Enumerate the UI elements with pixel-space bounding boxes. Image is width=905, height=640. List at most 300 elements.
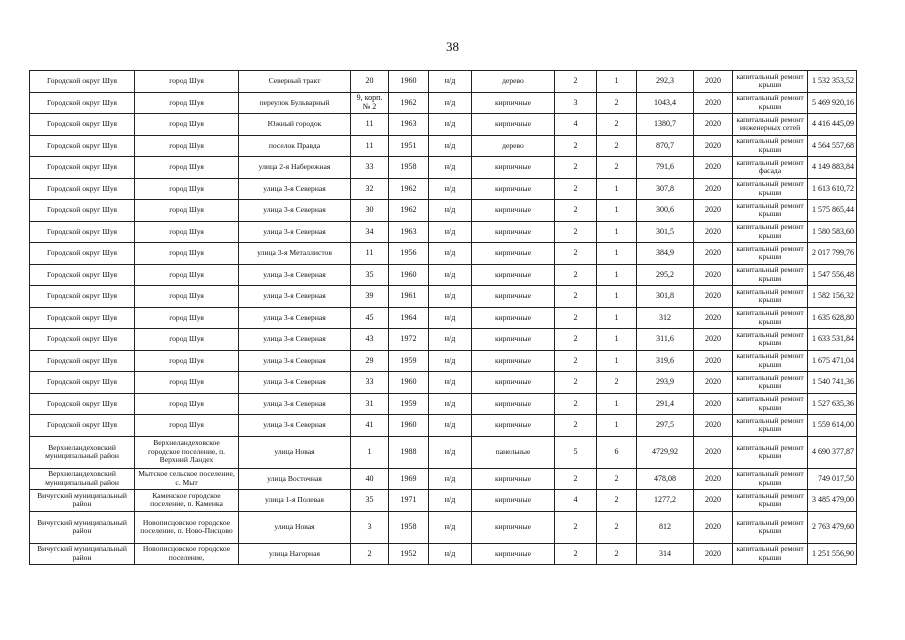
material-cell: кирпичные [472,243,555,265]
work-type-cell: капитальный ремонт крыши [733,264,808,286]
cost-cell: 1 527 635,36 [808,393,857,415]
plan-year-cell: 2020 [694,329,733,351]
material-cell: кирпичные [472,264,555,286]
district-cell: Городской округ Шуя [30,243,135,265]
floors-cell: 2 [555,178,597,200]
house-cell: 11 [351,114,389,136]
material-cell: кирпичные [472,329,555,351]
cost-cell: 1 613 610,72 [808,178,857,200]
house-cell: 29 [351,350,389,372]
floors-cell: 2 [555,415,597,437]
plan-year-cell: 2020 [694,178,733,200]
material-cell: дерево [472,71,555,93]
district-cell: Вичугский муниципальный район [30,490,135,512]
house-cell: 11 [351,135,389,157]
area-cell: 870,7 [637,135,694,157]
area-cell: 292,3 [637,71,694,93]
entrances-cell: 2 [597,157,637,179]
work-type-cell: капитальный ремонт фасада [733,157,808,179]
work-type-cell: капитальный ремонт крыши [733,200,808,222]
street-cell: улица 3-я Северная [239,264,351,286]
year-cell: 1952 [389,543,429,565]
table-row [30,468,857,490]
floors-cell: 2 [555,372,597,394]
district-cell: Городской округ Шуя [30,135,135,157]
year-cell: 1960 [389,415,429,437]
work-type-cell: капитальный ремонт крыши [733,543,808,565]
work-type-cell: капитальный ремонт крыши [733,71,808,93]
material-cell: панельные [472,436,555,468]
note-cell: н/д [429,490,472,512]
house-cell: 30 [351,200,389,222]
house-cell: 45 [351,307,389,329]
note-cell: н/д [429,157,472,179]
material-cell: кирпичные [472,286,555,308]
table-row [30,264,857,286]
floors-cell: 2 [555,135,597,157]
house-cell: 33 [351,157,389,179]
material-cell: кирпичные [472,307,555,329]
entrances-cell: 2 [597,135,637,157]
plan-year-cell: 2020 [694,157,733,179]
year-cell: 1972 [389,329,429,351]
plan-year-cell: 2020 [694,393,733,415]
cost-cell: 3 485 479,00 [808,490,857,512]
year-cell: 1958 [389,157,429,179]
street-cell: улица Восточная [239,468,351,490]
area-cell: 291,4 [637,393,694,415]
entrances-cell: 2 [597,92,637,114]
plan-year-cell: 2020 [694,511,733,543]
district-cell: Городской округ Шуя [30,393,135,415]
entrances-cell: 1 [597,178,637,200]
settlement-cell: город Шуя [135,157,239,179]
district-cell: Городской округ Шуя [30,178,135,200]
year-cell: 1959 [389,393,429,415]
material-cell: дерево [472,135,555,157]
year-cell: 1958 [389,511,429,543]
note-cell: н/д [429,436,472,468]
street-cell: улица 3-я Северная [239,307,351,329]
table-row [30,286,857,308]
house-cell: 35 [351,490,389,512]
material-cell: кирпичные [472,221,555,243]
street-cell: улица 1-я Полевая [239,490,351,512]
cost-cell: 1 580 583,60 [808,221,857,243]
work-type-cell: капитальный ремонт крыши [733,415,808,437]
cost-cell: 5 469 920,16 [808,92,857,114]
plan-year-cell: 2020 [694,92,733,114]
floors-cell: 2 [555,200,597,222]
settlement-cell: город Шуя [135,350,239,372]
house-cell: 39 [351,286,389,308]
entrances-cell: 2 [597,468,637,490]
work-type-cell: капитальный ремонт крыши [733,243,808,265]
street-cell: улица 3-я Северная [239,178,351,200]
year-cell: 1988 [389,436,429,468]
settlement-cell: Каменское городское поселение, п. Каменка [135,490,239,512]
area-cell: 314 [637,543,694,565]
house-cell: 3 [351,511,389,543]
year-cell: 1960 [389,264,429,286]
area-cell: 312 [637,307,694,329]
house-cell: 40 [351,468,389,490]
floors-cell: 5 [555,436,597,468]
table-row [30,393,857,415]
table-row [30,372,857,394]
cost-cell: 4 416 445,09 [808,114,857,136]
material-cell: кирпичные [472,543,555,565]
cost-cell: 1 633 531,84 [808,329,857,351]
entrances-cell: 1 [597,221,637,243]
street-cell: поселок Правда [239,135,351,157]
cost-cell: 1 547 556,48 [808,264,857,286]
table-row [30,490,857,512]
settlement-cell: город Шуя [135,71,239,93]
floors-cell: 2 [555,468,597,490]
year-cell: 1956 [389,243,429,265]
year-cell: 1963 [389,221,429,243]
work-type-cell: капитальный ремонт крыши [733,286,808,308]
settlement-cell: город Шуя [135,135,239,157]
work-type-cell: капитальный ремонт крыши [733,221,808,243]
cost-cell: 1 251 556,90 [808,543,857,565]
settlement-cell: Новописцовское городское поселение, п. Ново-Писцово [135,511,239,543]
settlement-cell: город Шуя [135,92,239,114]
house-cell: 9, корп. № 2 [351,92,389,114]
district-cell: Городской округ Шуя [30,200,135,222]
material-cell: кирпичные [472,350,555,372]
table-row [30,329,857,351]
area-cell: 384,9 [637,243,694,265]
area-cell: 307,8 [637,178,694,200]
settlement-cell: город Шуя [135,264,239,286]
work-type-cell: капитальный ремонт крыши [733,307,808,329]
material-cell: кирпичные [472,157,555,179]
house-cell: 2 [351,543,389,565]
street-cell: улица Новая [239,511,351,543]
floors-cell: 2 [555,393,597,415]
entrances-cell: 1 [597,350,637,372]
year-cell: 1964 [389,307,429,329]
settlement-cell: город Шуя [135,372,239,394]
plan-year-cell: 2020 [694,543,733,565]
note-cell: н/д [429,372,472,394]
area-cell: 1277,2 [637,490,694,512]
material-cell: кирпичные [472,114,555,136]
cost-cell: 1 575 865,44 [808,200,857,222]
house-cell: 1 [351,436,389,468]
settlement-cell: город Шуя [135,415,239,437]
cost-cell: 2 763 479,60 [808,511,857,543]
floors-cell: 2 [555,307,597,329]
cost-cell: 1 540 741,36 [808,372,857,394]
year-cell: 1959 [389,350,429,372]
cost-cell: 1 532 353,52 [808,71,857,93]
area-cell: 301,8 [637,286,694,308]
housing-repair-table [29,70,857,565]
page-number: 38 [446,39,459,54]
street-cell: улица 3-я Металлистов [239,243,351,265]
district-cell: Городской округ Шуя [30,92,135,114]
work-type-cell: капитальный ремонт крыши [733,92,808,114]
entrances-cell: 2 [597,372,637,394]
floors-cell: 2 [555,264,597,286]
work-type-cell: капитальный ремонт крыши [733,490,808,512]
table-row [30,178,857,200]
entrances-cell: 1 [597,307,637,329]
year-cell: 1962 [389,92,429,114]
year-cell: 1962 [389,200,429,222]
district-cell: Городской округ Шуя [30,221,135,243]
district-cell: Городской округ Шуя [30,264,135,286]
cost-cell: 4 149 883,84 [808,157,857,179]
floors-cell: 2 [555,511,597,543]
plan-year-cell: 2020 [694,114,733,136]
entrances-cell: 1 [597,393,637,415]
house-cell: 35 [351,264,389,286]
material-cell: кирпичные [472,415,555,437]
area-cell: 791,6 [637,157,694,179]
entrances-cell: 1 [597,243,637,265]
settlement-cell: город Шуя [135,329,239,351]
settlement-cell: город Шуя [135,178,239,200]
settlement-cell: город Шуя [135,114,239,136]
table-row [30,436,857,468]
table-row [30,243,857,265]
house-cell: 32 [351,178,389,200]
floors-cell: 3 [555,92,597,114]
note-cell: н/д [429,221,472,243]
floors-cell: 2 [555,71,597,93]
cost-cell: 4 564 557,68 [808,135,857,157]
plan-year-cell: 2020 [694,286,733,308]
year-cell: 1951 [389,135,429,157]
note-cell: н/д [429,393,472,415]
district-cell: Городской округ Шуя [30,350,135,372]
table-row [30,350,857,372]
street-cell: улица Новая [239,436,351,468]
entrances-cell: 2 [597,543,637,565]
house-cell: 41 [351,415,389,437]
table-row [30,92,857,114]
material-cell: кирпичные [472,393,555,415]
area-cell: 295,2 [637,264,694,286]
plan-year-cell: 2020 [694,490,733,512]
plan-year-cell: 2020 [694,436,733,468]
entrances-cell: 2 [597,490,637,512]
cost-cell: 1 559 614,00 [808,415,857,437]
note-cell: н/д [429,468,472,490]
entrances-cell: 1 [597,286,637,308]
table-row [30,511,857,543]
work-type-cell: капитальный ремонт крыши [733,468,808,490]
street-cell: улица 3-я Северная [239,350,351,372]
table-row [30,135,857,157]
district-cell: Городской округ Шуя [30,157,135,179]
cost-cell: 1 582 156,32 [808,286,857,308]
cost-cell: 1 635 628,80 [808,307,857,329]
note-cell: н/д [429,543,472,565]
area-cell: 293,9 [637,372,694,394]
year-cell: 1961 [389,286,429,308]
settlement-cell: Мытское сельское поселение, с. Мыт [135,468,239,490]
table-row [30,415,857,437]
note-cell: н/д [429,286,472,308]
entrances-cell: 1 [597,329,637,351]
area-cell: 4729,92 [637,436,694,468]
settlement-cell: Новописцовское городское поселение, [135,543,239,565]
district-cell: Городской округ Шуя [30,114,135,136]
district-cell: Городской округ Шуя [30,286,135,308]
table-row [30,221,857,243]
district-cell: Верхнеландеховский муниципальный район [30,436,135,468]
area-cell: 1380,7 [637,114,694,136]
settlement-cell: город Шуя [135,200,239,222]
cost-cell: 749 017,50 [808,468,857,490]
plan-year-cell: 2020 [694,264,733,286]
work-type-cell: капитальный ремонт крыши [733,329,808,351]
area-cell: 301,5 [637,221,694,243]
work-type-cell: капитальный ремонт крыши [733,372,808,394]
street-cell: Южный городок [239,114,351,136]
note-cell: н/д [429,71,472,93]
note-cell: н/д [429,243,472,265]
note-cell: н/д [429,178,472,200]
entrances-cell: 1 [597,200,637,222]
plan-year-cell: 2020 [694,415,733,437]
district-cell: Городской округ Шуя [30,329,135,351]
floors-cell: 2 [555,221,597,243]
plan-year-cell: 2020 [694,200,733,222]
table-row [30,307,857,329]
entrances-cell: 1 [597,415,637,437]
district-cell: Городской округ Шуя [30,307,135,329]
work-type-cell: капитальный ремонт крыши [733,393,808,415]
year-cell: 1962 [389,178,429,200]
entrances-cell: 6 [597,436,637,468]
plan-year-cell: 2020 [694,372,733,394]
material-cell: кирпичные [472,92,555,114]
settlement-cell: город Шуя [135,393,239,415]
street-cell: улица 3-я Северная [239,286,351,308]
note-cell: н/д [429,329,472,351]
work-type-cell: капитальный ремонт крыши [733,511,808,543]
settlement-cell: город Шуя [135,243,239,265]
house-cell: 20 [351,71,389,93]
material-cell: кирпичные [472,490,555,512]
floors-cell: 4 [555,490,597,512]
cost-cell: 1 675 471,04 [808,350,857,372]
street-cell: улица 3-я Северная [239,393,351,415]
note-cell: н/д [429,200,472,222]
settlement-cell: город Шуя [135,221,239,243]
note-cell: н/д [429,511,472,543]
street-cell: улица 2-я Набережная [239,157,351,179]
floors-cell: 2 [555,329,597,351]
house-cell: 31 [351,393,389,415]
note-cell: н/д [429,307,472,329]
table-row [30,71,857,93]
entrances-cell: 2 [597,511,637,543]
material-cell: кирпичные [472,178,555,200]
table-row [30,157,857,179]
house-cell: 33 [351,372,389,394]
entrances-cell: 1 [597,264,637,286]
note-cell: н/д [429,264,472,286]
year-cell: 1971 [389,490,429,512]
area-cell: 478,08 [637,468,694,490]
table-row [30,114,857,136]
entrances-cell: 2 [597,114,637,136]
material-cell: кирпичные [472,468,555,490]
floors-cell: 4 [555,114,597,136]
entrances-cell: 1 [597,71,637,93]
year-cell: 1963 [389,114,429,136]
house-cell: 34 [351,221,389,243]
plan-year-cell: 2020 [694,307,733,329]
street-cell: улица 3-я Северная [239,415,351,437]
work-type-cell: капитальный ремонт крыши [733,350,808,372]
plan-year-cell: 2020 [694,468,733,490]
year-cell: 1960 [389,71,429,93]
street-cell: улица 3-я Северная [239,200,351,222]
district-cell: Верхнеландеховский муниципальный район [30,468,135,490]
table-row [30,543,857,565]
area-cell: 311,6 [637,329,694,351]
house-cell: 11 [351,243,389,265]
material-cell: кирпичные [472,200,555,222]
note-cell: н/д [429,135,472,157]
street-cell: улица 3-я Северная [239,372,351,394]
area-cell: 300,6 [637,200,694,222]
plan-year-cell: 2020 [694,350,733,372]
district-cell: Вичугский муниципальный район [30,543,135,565]
settlement-cell: город Шуя [135,286,239,308]
year-cell: 1960 [389,372,429,394]
note-cell: н/д [429,114,472,136]
table-row [30,200,857,222]
street-cell: улица 3-я Северная [239,221,351,243]
area-cell: 812 [637,511,694,543]
district-cell: Городской округ Шуя [30,372,135,394]
street-cell: переулок Бульварный [239,92,351,114]
work-type-cell: капитальный ремонт крыши [733,135,808,157]
material-cell: кирпичные [472,511,555,543]
area-cell: 319,6 [637,350,694,372]
street-cell: улица 3-я Северная [239,329,351,351]
district-cell: Вичугский муниципальный район [30,511,135,543]
house-cell: 43 [351,329,389,351]
work-type-cell: капитальный ремонт крыши [733,436,808,468]
year-cell: 1969 [389,468,429,490]
street-cell: Северный тракт [239,71,351,93]
floors-cell: 2 [555,157,597,179]
plan-year-cell: 2020 [694,71,733,93]
work-type-cell: капитальный ремонт крыши [733,178,808,200]
note-cell: н/д [429,350,472,372]
plan-year-cell: 2020 [694,243,733,265]
material-cell: кирпичные [472,372,555,394]
settlement-cell: город Шуя [135,307,239,329]
district-cell: Городской округ Шуя [30,71,135,93]
work-type-cell: капитальный ремонт инженерных сетей [733,114,808,136]
floors-cell: 2 [555,286,597,308]
plan-year-cell: 2020 [694,221,733,243]
note-cell: н/д [429,415,472,437]
floors-cell: 2 [555,243,597,265]
floors-cell: 2 [555,350,597,372]
